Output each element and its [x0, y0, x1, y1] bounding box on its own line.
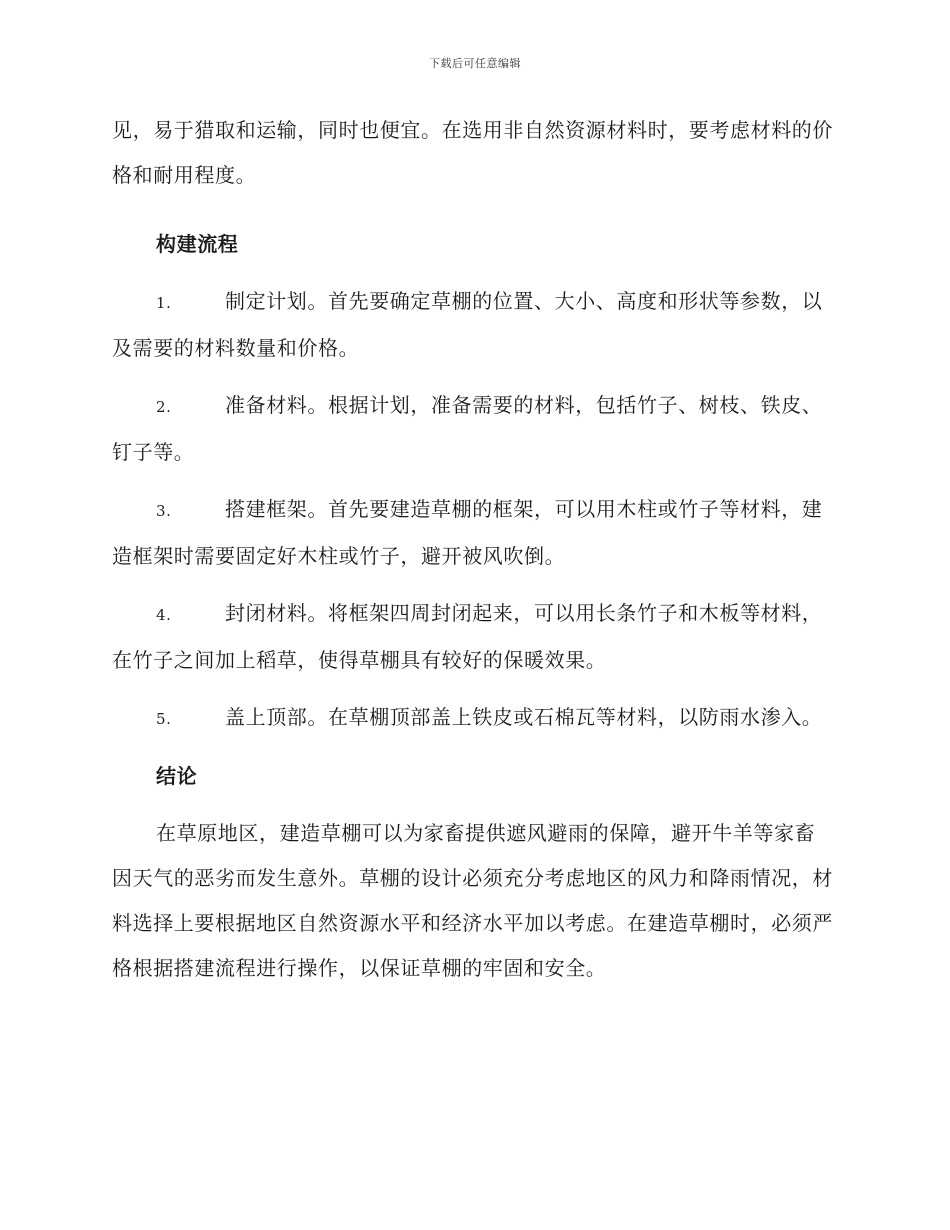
step-number: 4.: [156, 606, 172, 624]
step-text: 搭建框架。首先要建造草棚的框架，可以用木柱或竹子等材料，建造框架时需要固定好木柱或竹子，避开被风吹倒。: [112, 497, 823, 568]
step-number: 1.: [156, 294, 172, 312]
list-item: [112, 279, 834, 371]
intro-paragraph: 见，易于猎取和运输，同时也便宜。在选用非自然资源材料时，要考虑材料的价格和耐用程度。: [112, 118, 833, 187]
step-text: 准备材料。根据计划，准备需要的材料，包括竹子、树枝、铁皮、钉子等。: [112, 393, 823, 464]
conclusion-paragraph: 在草原地区，建造草棚可以为家畜提供遮风避雨的保障，避开牛羊等家畜因天气的恶劣而发生意外。草棚的设计必须充分考虑地区的风力和降雨情况，材料选择上要根据地区自然资源水平和经济水平加以考虑。在建造草棚时，必须严格根据搭建流程进行操作，以保证草棚的牢固和安全。: [112, 821, 833, 980]
list-item: [112, 591, 834, 683]
step-text: 封闭材料。将框架四周封闭起来，可以用长条竹子和木板等材料，在竹子之间加上稻草，使得草棚具有较好的保暖效果。: [112, 601, 823, 672]
step-number: 3.: [156, 502, 172, 520]
list-item: [112, 695, 834, 742]
section-heading-conclusion: 结论: [156, 764, 198, 788]
step-number: 2.: [156, 398, 172, 416]
step-text: 制定计划。首先要确定草棚的位置、大小、高度和形状等参数，以及需要的材料数量和价格。: [112, 289, 823, 360]
step-text: 盖上顶部。在草棚顶部盖上铁皮或石棉瓦等材料，以防雨水渗入。: [225, 705, 823, 729]
page-header-note: 下载后可任意编辑: [429, 57, 521, 70]
section-heading-process: 构建流程: [156, 232, 239, 256]
document-body: [112, 108, 834, 991]
step-number: 5.: [156, 710, 172, 728]
list-item: [112, 487, 834, 579]
list-item: [112, 383, 834, 475]
